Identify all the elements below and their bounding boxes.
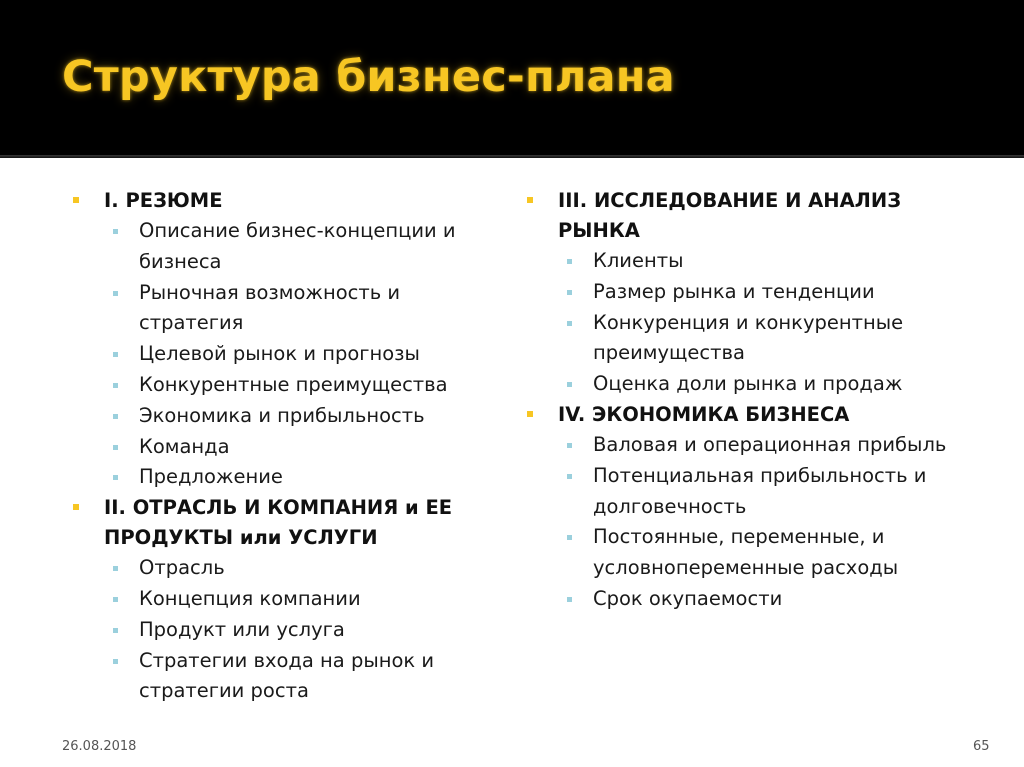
right-section-list	[524, 186, 984, 615]
list-item: Конкурентные преимущества	[104, 370, 500, 401]
section-heading: I. РЕЗЮМЕ	[104, 189, 223, 212]
item-bullet-icon	[567, 321, 572, 326]
item-bullet-icon	[567, 290, 572, 295]
list-item: Оценка доли рынка и продаж	[558, 369, 984, 400]
section-market-research	[524, 186, 984, 400]
list-item: Постоянные, переменные, и условнопеременные расходы	[558, 522, 984, 584]
item-bullet-icon	[567, 597, 572, 602]
item-bullet-icon	[113, 352, 118, 357]
page-number: 65	[973, 739, 990, 754]
footer-date: 26.08.2018	[62, 739, 137, 754]
item-bullet-icon	[113, 383, 118, 388]
item-bullet-icon	[113, 414, 118, 419]
section-bullet-icon	[527, 197, 533, 203]
section-heading: IV. ЭКОНОМИКА БИЗНЕСА	[558, 402, 850, 426]
section-items	[104, 553, 500, 707]
item-bullet-icon	[113, 659, 118, 664]
section-items	[558, 430, 984, 615]
item-bullet-icon	[113, 291, 118, 296]
item-bullet-icon	[113, 475, 118, 480]
section-bullet-icon	[73, 197, 79, 203]
item-bullet-icon	[567, 382, 572, 387]
list-item: Срок окупаемости	[558, 584, 984, 615]
item-bullet-icon	[567, 443, 572, 448]
item-bullet-icon	[113, 628, 118, 633]
right-column	[524, 186, 984, 615]
left-column	[70, 186, 500, 707]
list-item: Экономика и прибыльность	[104, 401, 500, 432]
list-item: Рыночная возможность и стратегия	[104, 278, 500, 340]
list-item: Продукт или услуга	[104, 615, 500, 646]
list-item: Потенциальная прибыльность и долговечность	[558, 461, 984, 523]
list-item: Концепция компании	[104, 584, 500, 615]
title-bar	[0, 0, 1024, 158]
list-item: Предложение	[104, 462, 500, 493]
item-bullet-icon	[113, 566, 118, 571]
item-bullet-icon	[113, 597, 118, 602]
item-bullet-icon	[113, 229, 118, 234]
left-section-list	[70, 186, 500, 707]
section-resume	[70, 186, 500, 493]
list-item: Размер рынка и тенденции	[558, 277, 984, 308]
section-items	[104, 216, 500, 493]
section-heading: III. ИССЛЕДОВАНИЕ И АНАЛИЗ РЫНКА	[558, 189, 902, 242]
list-item: Отрасль	[104, 553, 500, 584]
section-bullet-icon	[527, 411, 533, 417]
section-economics	[524, 400, 984, 615]
item-bullet-icon	[567, 474, 572, 479]
list-item: Стратегии входа на рынок и стратегии роста	[104, 646, 500, 708]
item-bullet-icon	[567, 259, 572, 264]
section-industry	[70, 493, 500, 707]
section-heading: II. ОТРАСЛЬ И КОМПАНИЯ и ЕЕ ПРОДУКТЫ или УСЛУГИ	[104, 496, 453, 550]
list-item: Конкуренция и конкурентные преимущества	[558, 308, 984, 370]
slide-title: Структура бизнес-плана	[62, 52, 675, 102]
list-item: Клиенты	[558, 246, 984, 277]
list-item: Команда	[104, 432, 500, 463]
section-items	[558, 246, 984, 400]
item-bullet-icon	[113, 445, 118, 450]
section-bullet-icon	[73, 504, 79, 510]
list-item: Описание бизнес-концепции и бизнеса	[104, 216, 500, 278]
list-item: Целевой рынок и прогнозы	[104, 339, 500, 370]
item-bullet-icon	[567, 535, 572, 540]
list-item: Валовая и операционная прибыль	[558, 430, 984, 461]
